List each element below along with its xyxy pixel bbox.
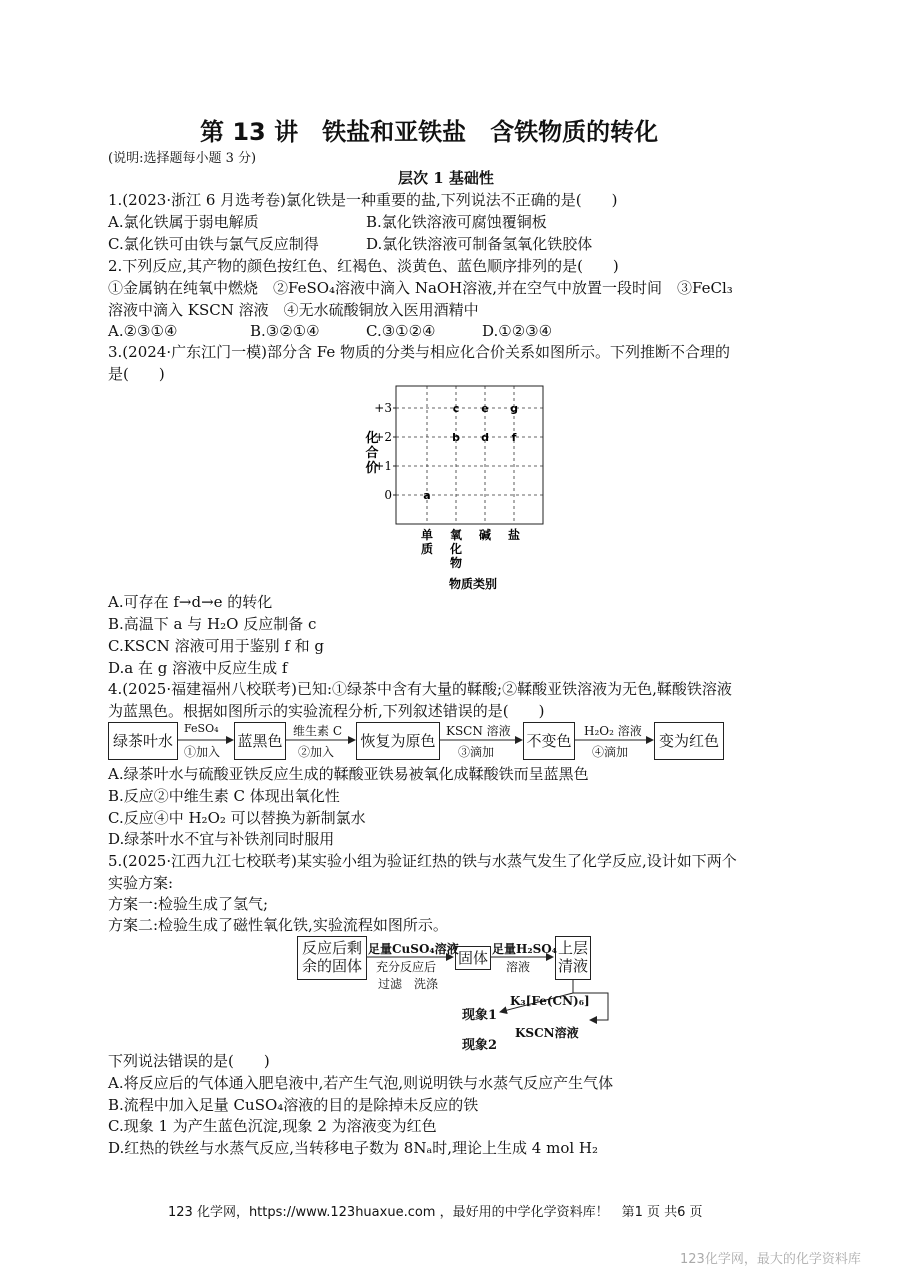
y-axis-label-char: 合 [365, 446, 379, 461]
k3fecn6-label: K₃[Fe(CN)₆] [510, 994, 590, 1008]
q4-stem-line1: 4.(2025·福建福州八校联考)已知:①绿茶中含有大量的鞣酸;②鞣酸亚铁溶液为无色,鞣酸铁溶液 [108, 680, 732, 698]
arrow1-action: ①加入 [184, 745, 221, 759]
q2-option-c: C.③①②④ [366, 322, 436, 340]
q4-option-a: A.绿茶叶水与硫酸亚铁反应生成的鞣酸亚铁易被氧化成鞣酸铁而呈蓝黑色 [108, 765, 589, 783]
cuso4-label: 足量CuSO₄溶液 [368, 942, 459, 956]
phenomenon-2: 现象2 [462, 1038, 498, 1053]
q2-items-line1: ①金属钠在纯氧中燃烧 ②FeSO₄溶液中滴入 NaOH溶液,并在空气中放置一段时间 ③FeCl₃ [108, 279, 733, 297]
arrow4-action: ④滴加 [592, 745, 629, 759]
flow-box-blue-black: 蓝黑色 [234, 722, 286, 760]
y-axis-label-char: 化 [365, 431, 379, 446]
h2so4-label: 足量H₂SO₄ [492, 942, 557, 956]
q5-option-b: B.流程中加入足量 CuSO₄溶液的目的是除掉未反应的铁 [108, 1096, 479, 1114]
page-footer: 123 化学网，https://www.123huaxue.com ，最好用的中学化学资料库！ 第1 页 共6 页 [168, 1205, 703, 1220]
arrow2-action: ②加入 [298, 745, 335, 759]
react-label: 充分反应后 [376, 960, 437, 974]
q2-stem: 2.下列反应,其产物的颜色按红色、红褐色、淡黄色、蓝色顺序排列的是( ) [108, 257, 619, 275]
data-points [423, 402, 518, 502]
point-g: g [510, 402, 518, 415]
q3-option-b: B.高温下 a 与 H₂O 反应制备 c [108, 615, 317, 633]
flow-box-red: 变为红色 [654, 722, 724, 760]
q5-stem-line2: 实验方案: [108, 874, 174, 892]
watermark: 123化学网，最大的化学资料库 [680, 1252, 861, 1267]
y-tick-label: +3 [374, 401, 392, 415]
chart-grid [396, 386, 543, 524]
q5-plan2: 方案二:检验生成了磁性氧化铁,实验流程如图所示。 [108, 916, 448, 934]
q2-items-line2: 溶液中滴入 KSCN 溶液 ④无水硫酸铜放入医用酒精中 [108, 301, 479, 319]
residual-solid-line1: 反应后剩 [301, 939, 362, 957]
q3-stem-line1: 3.(2024·广东江门一模)部分含 Fe 物质的分类与相应化合价关系如图所示。下列推断不合理的 [108, 343, 730, 361]
arrow4-reagent: H₂O₂ 溶液 [584, 724, 642, 738]
q4-stem-line2: 为蓝黑色。根据如图所示的实验流程分析,下列叙述错误的是( ) [108, 702, 545, 720]
arrow2-reagent: 维生素 C [293, 724, 342, 738]
y-tick-label: 0 [384, 488, 392, 502]
q5-option-a: A.将反应后的气体通入肥皂液中,若产生气泡,则说明铁与水蒸气反应产生气体 [108, 1074, 614, 1092]
phenomenon-1: 现象1 [462, 1008, 498, 1023]
chart-frame [396, 386, 543, 524]
q1-option-d: D.氯化铁溶液可制备氢氧化铁胶体 [366, 235, 593, 253]
x-category-label: 化 [449, 542, 463, 556]
x-category-label: 物 [449, 556, 463, 570]
y-tick-label: +1 [374, 459, 392, 473]
q5-option-c: C.现象 1 为产生蓝色沉淀,现象 2 为溶液变为红色 [108, 1117, 437, 1135]
valence-category-chart [352, 382, 562, 594]
q1-option-c: C.氯化铁可由铁与氯气反应制得 [108, 235, 319, 253]
x-category-label: 盐 [507, 528, 521, 542]
page-title: 第 13 讲 铁盐和亚铁盐 含铁物质的转化 [200, 118, 659, 146]
point-d: d [481, 431, 489, 444]
section-heading: 层次 1 基础性 [398, 169, 494, 187]
residual-solid-line2: 余的固体 [301, 957, 362, 975]
x-category-label: 氧 [449, 528, 463, 542]
q5-option-d: D.红热的铁丝与水蒸气反应,当转移电子数为 8Nₐ时,理论上生成 4 mol H₂ [108, 1139, 599, 1157]
q5-stem-line1: 5.(2025·江西九江七校联考)某实验小组为验证红热的铁与水蒸气发生了化学反应,设计如下两个 [108, 852, 737, 870]
flow-box-green-tea: 绿茶叶水 [108, 722, 178, 760]
q1-option-a: A.氯化铁属于弱电解质 [108, 213, 259, 231]
q3-option-a: A.可存在 f→d→e 的转化 [108, 593, 273, 611]
q4-option-c: C.反应④中 H₂O₂ 可以替换为新制氯水 [108, 809, 366, 827]
x-axis-label: 物质类别 [448, 577, 498, 591]
x-category-label: 碱 [478, 528, 492, 542]
arrow1-reagent: FeSO₄ [184, 722, 219, 735]
y-axis-label-char: 价 [365, 461, 379, 476]
q3-stem-line2: 是( ) [108, 365, 165, 383]
q3-option-c: C.KSCN 溶液可用于鉴别 f 和 g [108, 637, 325, 655]
supernatant-line1: 上层 [557, 939, 588, 957]
flow-box-solid: 固体 [455, 946, 491, 970]
q4-option-d: D.绿茶叶水不宜与补铁剂同时服用 [108, 830, 335, 848]
filter-wash-label: 过滤 洗涤 [378, 977, 439, 991]
q3-option-d: D.a 在 g 溶液中反应生成 f [108, 659, 288, 677]
q1-option-b: B.氯化铁溶液可腐蚀覆铜板 [366, 213, 547, 231]
q2-option-d: D.①②③④ [482, 322, 553, 340]
flow-box-restored: 恢复为原色 [356, 722, 440, 760]
point-c: c [452, 402, 460, 415]
q5-plan1: 方案一:检验生成了氢气; [108, 895, 269, 913]
q5-ask: 下列说法错误的是( ) [108, 1052, 270, 1070]
x-category-label: 质 [420, 542, 434, 556]
solution-label: 溶液 [506, 960, 531, 974]
scoring-note: (说明:选择题每小题 3 分) [108, 151, 257, 166]
q2-option-a: A.②③①④ [108, 322, 178, 340]
point-e: e [481, 402, 489, 415]
q1-stem: 1.(2023·浙江 6 月选考卷)氯化铁是一种重要的盐,下列说法不正确的是( ) [108, 191, 618, 209]
arrow3-action: ③滴加 [458, 745, 495, 759]
y-axis-label [364, 430, 378, 476]
point-f: f [511, 431, 517, 444]
flow-box-unchanged: 不变色 [523, 722, 575, 760]
q2-option-b: B.③②①④ [250, 322, 320, 340]
x-category-labels [421, 527, 520, 570]
flow-box-residual-solid [297, 936, 367, 980]
q4-option-b: B.反应②中维生素 C 体现出氧化性 [108, 787, 340, 805]
point-b: b [452, 431, 460, 444]
point-a: a [423, 489, 431, 502]
y-tick-label: +2 [374, 430, 392, 444]
x-category-label: 单 [420, 528, 434, 542]
arrow3-reagent: KSCN 溶液 [446, 724, 511, 738]
supernatant-line2: 清液 [557, 957, 588, 975]
kscn-label: KSCN溶液 [515, 1026, 579, 1040]
